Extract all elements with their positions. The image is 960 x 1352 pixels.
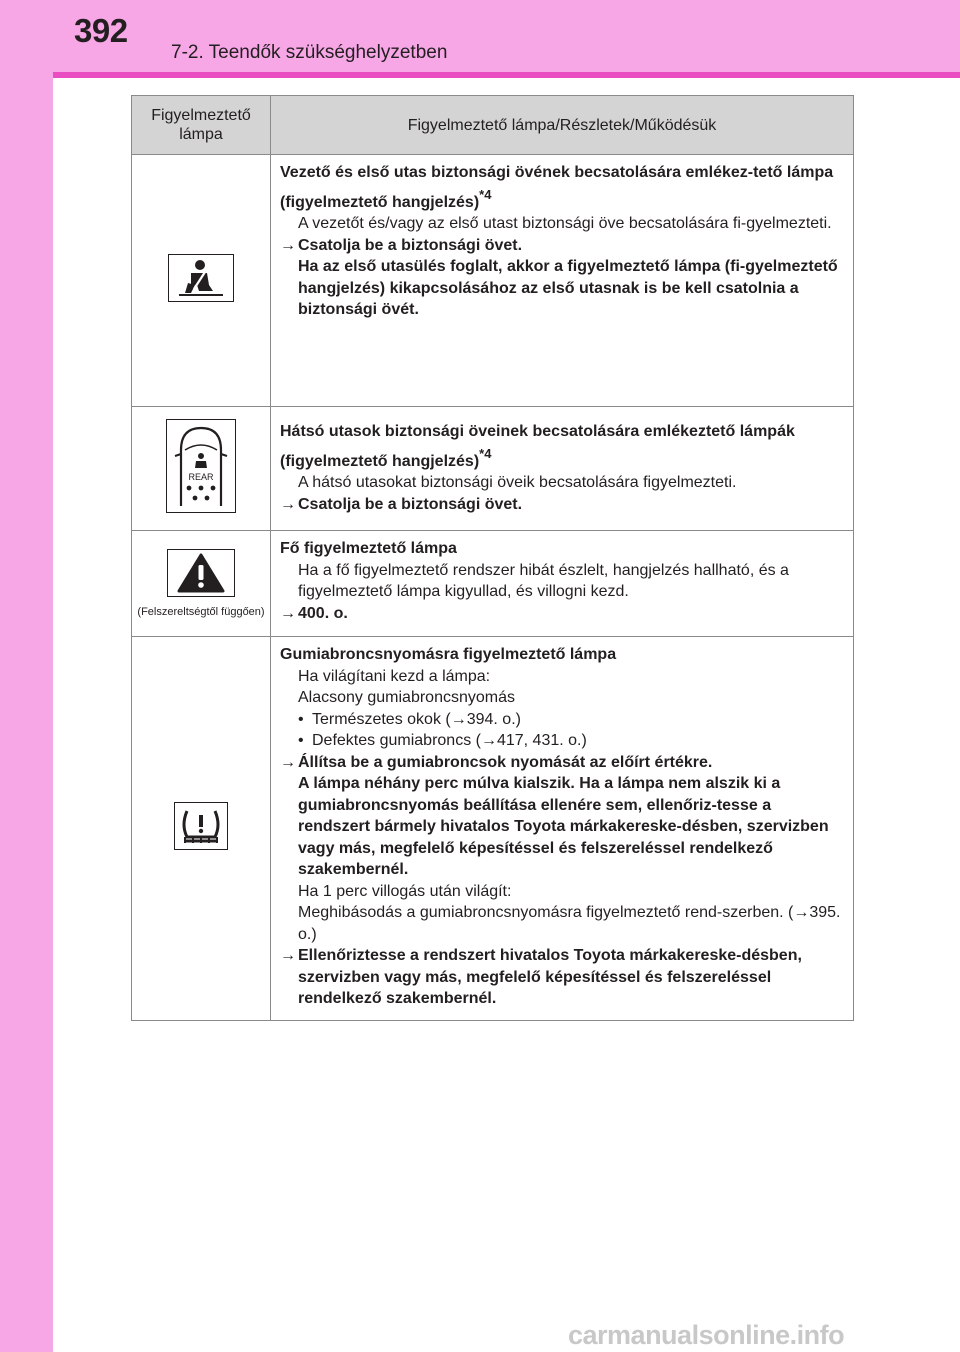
- icon-caption: (Felszereltségtől függően): [137, 605, 265, 618]
- action-item: → Csatolja be a biztonsági övet.: [280, 494, 841, 516]
- details-cell: [271, 531, 854, 637]
- action-item: → Állítsa be a gumiabroncsok nyomását az előírt értékre.: [280, 752, 841, 774]
- page-number: 392: [74, 12, 128, 49]
- column-header-lamp: Figyelmeztető lámpa: [132, 96, 271, 155]
- light-description: A hátsó utasokat biztonsági öveik becsatolására figyelmezteti.: [298, 474, 737, 491]
- details-cell: [271, 637, 854, 1021]
- arrow-icon: →: [450, 710, 467, 728]
- rear-seatbelt-reminder-icon: [166, 419, 236, 513]
- light-description: Ha a fő figyelmeztető rendszer hibát észlelt, hangjelzés hallható, és a figyelmeztető lámpa kigyullad, és villogni kezd.: [298, 561, 789, 600]
- icon-cell: [132, 155, 271, 407]
- header-rule: [53, 72, 960, 78]
- light-title: Fő figyelmeztető lámpa: [280, 540, 457, 557]
- arrow-icon: →: [480, 732, 497, 749]
- table-header-row: [132, 96, 854, 155]
- arrow-icon: →: [793, 904, 810, 921]
- master-warning-icon: [167, 549, 235, 597]
- light-description: A vezetőt és/vagy az első utast biztonsági öve becsatolására fi-gyelmezteti.: [298, 215, 832, 232]
- arrow-icon: →: [280, 236, 296, 254]
- list-item: • Természetes okok (→394. o.): [280, 709, 841, 731]
- seatbelt-reminder-icon: [168, 254, 234, 302]
- tire-pressure-warning-icon: [174, 802, 228, 850]
- arrow-icon: →: [280, 495, 296, 513]
- action-note: A lámpa néhány perc múlva kialszik. Ha a lámpa nem alszik ki a gumiabroncsnyomás beállítása ellenére sem, ellenőriz-tesse a rendszert bármely hivatalos Toyota márkakereske-désben, szervizben vagy más, megfelelő képesítéssel és felszereléssel rendelkező szakembernél.: [298, 775, 829, 878]
- bullet-icon: •: [298, 710, 304, 728]
- light-title: Vezető és első utas biztonsági övének becsatolására emlékez-tető lámpa (figyelmeztető hangjelzés)$^{*4}$: [280, 164, 834, 211]
- light-description: Meghibásodás a gumiabroncsnyomásra figyelmeztető rend-szerben. (→395. o.): [298, 904, 841, 943]
- table-row: [132, 407, 854, 531]
- section-title: 7-2. Teendők szükséghelyzetben: [171, 42, 448, 63]
- table-row: [132, 637, 854, 1021]
- light-title: Gumiabroncsnyomásra figyelmeztető lámpa: [280, 646, 617, 663]
- bullet-icon: •: [298, 732, 304, 749]
- list-item: • Defektes gumiabroncs (→417, 431. o.): [280, 730, 841, 752]
- action-item: → 400. o.: [280, 603, 841, 625]
- icon-cell: [132, 407, 271, 531]
- icon-cell: [132, 531, 271, 637]
- condition-text: Ha 1 perc villogás után világít:: [298, 882, 512, 900]
- watermark: carmanualsonline.info: [568, 1320, 845, 1350]
- arrow-icon: →: [280, 604, 296, 622]
- page-sidebar: [0, 0, 53, 1352]
- column-header-details: Figyelmeztető lámpa/Részletek/Működésük: [271, 96, 854, 155]
- details-cell: [271, 155, 854, 407]
- action-note: Ha az első utasülés foglalt, akkor a figyelmeztető lámpa (fi-gyelmeztető hangjelzés) kikapcsolásához az első utasnak is be kell csatolnia a biztonsági övét.: [298, 258, 838, 318]
- table-row: [132, 155, 854, 407]
- condition-text: Ha világítani kezd a lámpa:: [298, 667, 491, 685]
- rear-label: REAR: [188, 472, 214, 482]
- light-title: Hátsó utasok biztonsági öveinek becsatolására emlékeztető lámpák (figyelmeztető hangjelzés)$^{*4}$: [280, 423, 795, 470]
- arrow-icon: →: [280, 753, 296, 771]
- icon-cell: [132, 637, 271, 1021]
- condition-text: Alacsony gumiabroncsnyomás: [298, 689, 515, 706]
- table-row: [132, 531, 854, 637]
- footnote-marker: *4: [479, 445, 492, 461]
- footnote-marker: *4: [479, 186, 492, 202]
- action-item: → Ellenőriztesse a rendszert hivatalos Toyota márkakereske-désben, szervizben vagy más, megfelelő képesítéssel és felszereléssel rendelkező szakembernél.: [280, 947, 802, 1007]
- details-cell: [271, 407, 854, 531]
- action-item: → Csatolja be a biztonsági övet.: [280, 235, 841, 257]
- warning-light-table: [131, 95, 854, 1021]
- arrow-icon: →: [280, 947, 296, 964]
